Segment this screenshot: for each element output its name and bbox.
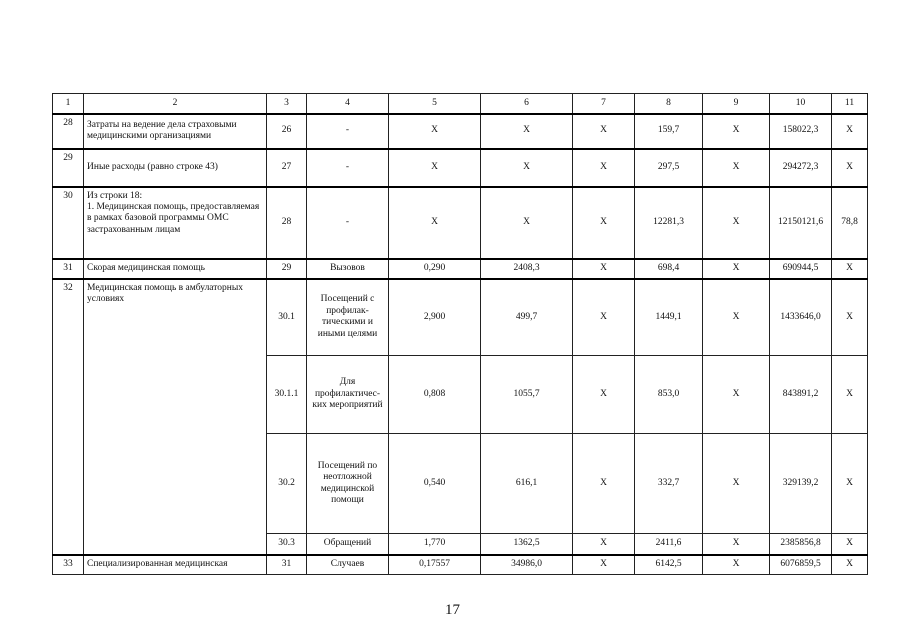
table-cell: 78,8 [832, 187, 868, 259]
table-cell: 1,770 [389, 534, 481, 555]
row-description [84, 187, 267, 259]
header-cell: 8 [635, 94, 703, 114]
row-number: 30 [53, 187, 84, 259]
table-cell: 0,808 [389, 356, 481, 434]
table-cell: X [832, 555, 868, 575]
table-cell: X [832, 149, 868, 187]
table-cell: - [307, 114, 389, 149]
header-cell: 6 [481, 94, 573, 114]
header-cell: 10 [770, 94, 832, 114]
table-cell: X [481, 187, 573, 259]
table-cell: X [703, 259, 770, 279]
row-description-heading: Из строки 18: [87, 190, 143, 201]
table-cell: Посещений с профилак-тическими и иными целями [307, 279, 389, 356]
table-cell: 6076859,5 [770, 555, 832, 575]
table-cell: 30.1.1 [267, 356, 307, 434]
table-cell: X [389, 187, 481, 259]
table-cell: X [573, 187, 635, 259]
table-cell: 29 [267, 259, 307, 279]
header-cell: 5 [389, 94, 481, 114]
table-cell: X [832, 279, 868, 356]
table-cell: 27 [267, 149, 307, 187]
table-cell: X [832, 259, 868, 279]
row-description: Медицинская помощь в амбулаторных условиях [84, 279, 267, 555]
table-cell: 332,7 [635, 434, 703, 534]
table-cell: X [389, 149, 481, 187]
table-cell: X [573, 534, 635, 555]
table-cell: X [703, 149, 770, 187]
table-cell: 6142,5 [635, 555, 703, 575]
table-cell: X [389, 114, 481, 149]
table-cell: 297,5 [635, 149, 703, 187]
table-row [53, 279, 868, 356]
table-cell: 30.3 [267, 534, 307, 555]
table-cell: 843891,2 [770, 356, 832, 434]
table-cell: X [832, 534, 868, 555]
table-cell: 1055,7 [481, 356, 573, 434]
row-description: Затраты на ведение дела страховыми медицинскими организациями [84, 114, 267, 149]
table-cell: X [832, 434, 868, 534]
table-cell: X [703, 279, 770, 356]
header-cell: 4 [307, 94, 389, 114]
table-cell: Для профилактичес-ких мероприятий [307, 356, 389, 434]
row-number: 32 [53, 279, 84, 555]
budget-table [52, 93, 868, 575]
table-cell: X [573, 149, 635, 187]
table-cell: 0,540 [389, 434, 481, 534]
row-description: Иные расходы (равно строке 43) [84, 149, 267, 187]
page-number: 17 [445, 602, 460, 618]
header-cell: 3 [267, 94, 307, 114]
header-cell: 7 [573, 94, 635, 114]
table-cell: X [573, 279, 635, 356]
table-row [53, 149, 868, 187]
header-cell: 9 [703, 94, 770, 114]
table-row [53, 555, 868, 575]
table-cell: Вызовов [307, 259, 389, 279]
table-cell: X [832, 114, 868, 149]
table-cell: 499,7 [481, 279, 573, 356]
table-cell: 329139,2 [770, 434, 832, 534]
table-cell: 2411,6 [635, 534, 703, 555]
table-cell: X [573, 259, 635, 279]
table-cell: X [703, 434, 770, 534]
table-cell: Посещений по неотложной медицинской помощи [307, 434, 389, 534]
row-description: Специализированная медицинская [84, 555, 267, 575]
row-number: 33 [53, 555, 84, 575]
table-cell: 690944,5 [770, 259, 832, 279]
table-cell: 34986,0 [481, 555, 573, 575]
table-cell: X [573, 555, 635, 575]
table-cell: - [307, 187, 389, 259]
table-row [53, 187, 868, 259]
table-cell: 31 [267, 555, 307, 575]
table-row [53, 259, 868, 279]
table-cell: 698,4 [635, 259, 703, 279]
table-cell: Обращений [307, 534, 389, 555]
table-row [53, 114, 868, 149]
table-cell: 12281,3 [635, 187, 703, 259]
table-cell: 2408,3 [481, 259, 573, 279]
table-cell: X [481, 114, 573, 149]
table-cell: - [307, 149, 389, 187]
table-cell: 0,290 [389, 259, 481, 279]
header-cell: 1 [53, 94, 84, 114]
table-cell: 12150121,6 [770, 187, 832, 259]
header-cell: 2 [84, 94, 267, 114]
table-cell: 1449,1 [635, 279, 703, 356]
table-cell: X [703, 114, 770, 149]
table-cell: 1433646,0 [770, 279, 832, 356]
row-description: Скорая медицинская помощь [84, 259, 267, 279]
table-cell: X [573, 434, 635, 534]
table-cell: 158022,3 [770, 114, 832, 149]
table-cell: X [832, 356, 868, 434]
header-row [53, 94, 868, 114]
row-description-text: 1. Медицинская помощь, предоставляемая в рамках базовой программы ОМС застрахованным лицам [87, 201, 260, 235]
table-cell: 26 [267, 114, 307, 149]
table-cell: 2385856,8 [770, 534, 832, 555]
row-number: 29 [53, 149, 84, 187]
table-cell: X [481, 149, 573, 187]
table-cell: X [703, 187, 770, 259]
table-cell: X [703, 534, 770, 555]
table-cell: 616,1 [481, 434, 573, 534]
row-number: 28 [53, 114, 84, 149]
header-cell: 11 [832, 94, 868, 114]
table-cell: 0,17557 [389, 555, 481, 575]
table-cell: X [703, 555, 770, 575]
table-cell: Случаев [307, 555, 389, 575]
table-cell: X [703, 356, 770, 434]
table-cell: X [573, 114, 635, 149]
table-cell: X [573, 356, 635, 434]
table-cell: 30.1 [267, 279, 307, 356]
table-cell: 1362,5 [481, 534, 573, 555]
table-cell: 853,0 [635, 356, 703, 434]
table-cell: 159,7 [635, 114, 703, 149]
row-number: 31 [53, 259, 84, 279]
table-cell: 294272,3 [770, 149, 832, 187]
table-cell: 30.2 [267, 434, 307, 534]
table-cell: 28 [267, 187, 307, 259]
table-cell: 2,900 [389, 279, 481, 356]
